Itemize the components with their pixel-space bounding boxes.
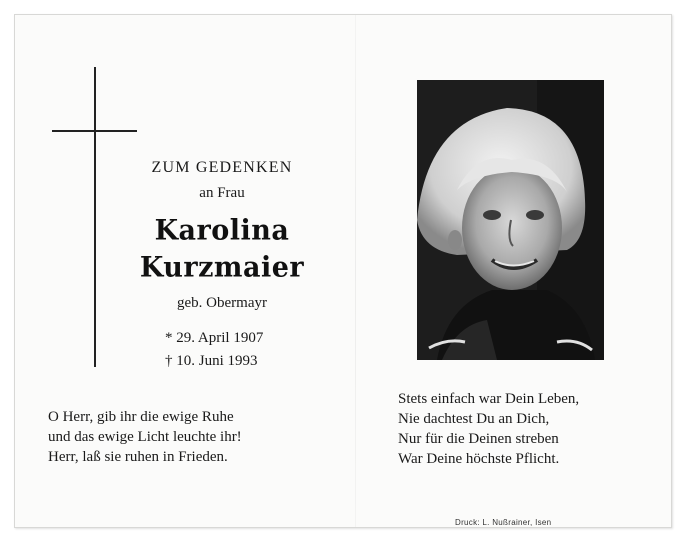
portrait-photo — [417, 80, 604, 360]
prayer-line: Herr, laß sie ruhen in Frieden. — [48, 449, 228, 465]
portrait-image — [417, 80, 604, 360]
prayer-line: O Herr, gib ihr die ewige Ruhe — [48, 409, 234, 425]
cross-icon-vertical — [94, 67, 96, 367]
death-date: † 10. Juni 1993 — [165, 353, 258, 369]
cross-icon-horizontal — [52, 130, 137, 132]
memorial-heading: ZUM GEDENKEN — [151, 159, 293, 176]
deceased-first-name: Karolina — [154, 214, 290, 247]
salutation: an Frau — [199, 185, 245, 201]
birth-date: * 29. April 1907 — [165, 330, 264, 346]
prayer-line: und das ewige Licht leuchte ihr! — [48, 429, 242, 445]
poem-text — [398, 389, 579, 469]
memorial-card — [14, 14, 672, 528]
poem-line: Stets einfach war Dein Leben, — [398, 391, 580, 407]
prayer-text — [48, 407, 242, 467]
card-fold-line — [355, 15, 356, 527]
poem-line: Nur für die Deinen streben — [398, 431, 559, 447]
deceased-last-name: Kurzmaier — [139, 251, 305, 284]
poem-line: Nie dachtest Du an Dich, — [398, 411, 550, 427]
poem-line: War Deine höchste Pflicht. — [398, 451, 560, 467]
maiden-name: geb. Obermayr — [177, 295, 267, 311]
printer-credit: Druck: L. Nußrainer, Isen — [455, 518, 552, 527]
